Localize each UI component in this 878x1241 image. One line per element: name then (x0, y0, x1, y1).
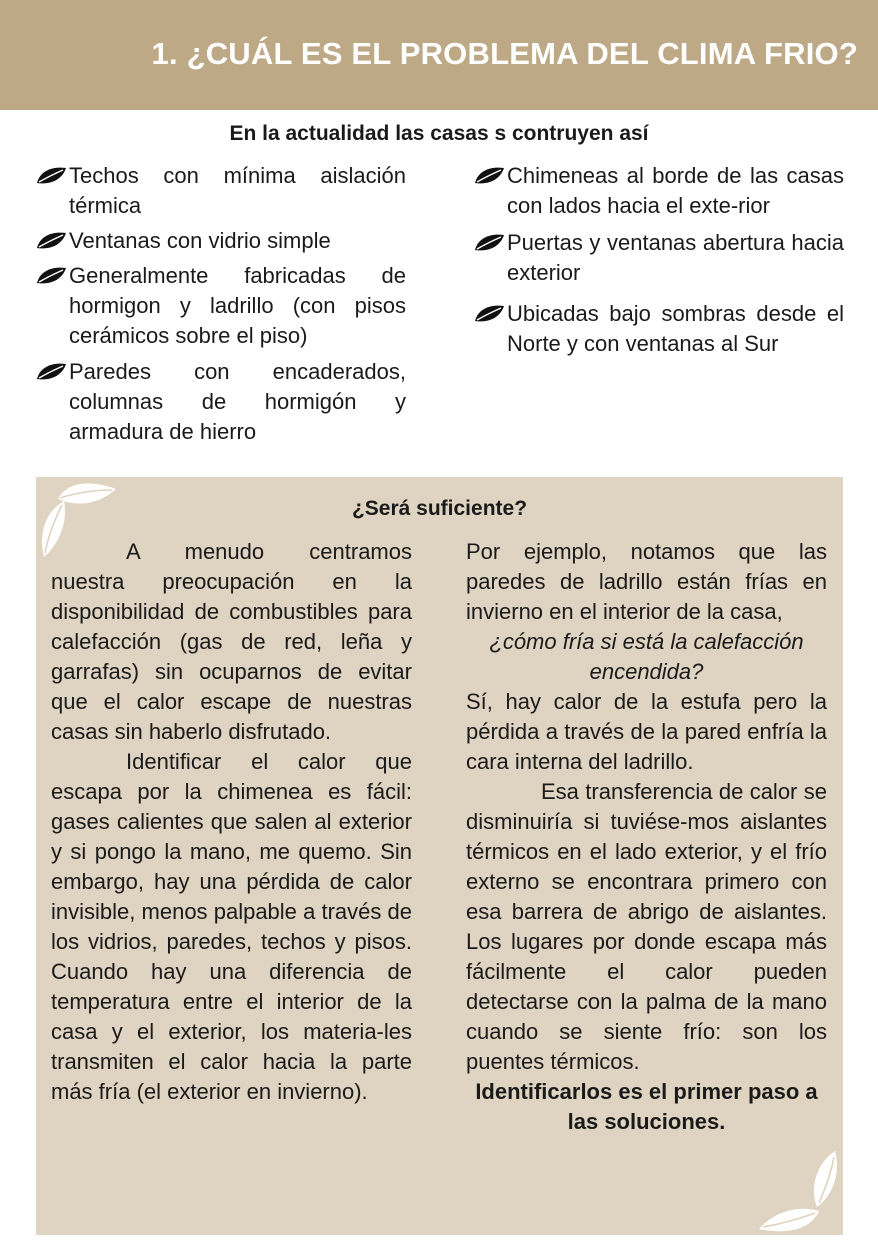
question-text: ¿cómo fría si está la calefacción encendida? (489, 629, 804, 684)
section-subtitle: En la actualidad las casas s contruyen así (229, 122, 649, 145)
box-column-right (466, 537, 827, 1137)
list-item (36, 161, 406, 221)
left-bullet-list (36, 161, 406, 452)
page-title: 1. ¿CUÁL ES EL PROBLEMA DEL CLIMA FRIO? (151, 36, 858, 71)
list-item (36, 226, 406, 256)
list-item-text: Paredes con encaderados, columnas de hormigón y armadura de hierro (69, 359, 406, 444)
header-banner (0, 0, 878, 110)
leaf-icon (474, 233, 505, 253)
list-item (474, 299, 844, 359)
leaf-icon (36, 166, 67, 186)
list-item (474, 228, 844, 288)
paragraph: Sí, hay calor de la estufa pero la pérdida a través de la pared enfría la cara interna del ladrillo. (466, 689, 827, 774)
list-item-text: Ubicadas bajo sombras desde el Norte y con ventanas al Sur (507, 301, 844, 356)
list-item-text: Puertas y ventanas abertura hacia exterior (507, 230, 844, 285)
box-title: ¿Será suficiente? (351, 497, 528, 520)
list-item (474, 161, 844, 221)
list-item-text: Techos con mínima aislación térmica (69, 163, 406, 218)
leaf-icon (474, 166, 505, 186)
paragraph: A menudo centramos nuestra preocupación en la disponibilidad de combustibles para calefacción (gas de red, leña y garrafas) sin ocuparnos de evitar que el calor escape de nuestras casas sin haberlo disfrutado. (51, 539, 412, 744)
list-item (36, 357, 406, 447)
list-item-text: Ventanas con vidrio simple (69, 228, 331, 253)
box-column-left (51, 537, 412, 1107)
info-box (36, 477, 843, 1235)
right-bullet-list (474, 161, 844, 365)
list-item-text: Chimeneas al borde de las casas con lados hacia el exte-rior (507, 163, 844, 218)
list-item-text: Generalmente fabricadas de hormigon y ladrillo (con pisos cerámicos sobre el piso) (69, 263, 406, 348)
paragraph: Por ejemplo, notamos que las paredes de ladrillo están frías en invierno en el interior de la casa, (466, 539, 827, 624)
paragraph: Esa transferencia de calor se disminuiría si tuviése-mos aislantes térmicos en el lado exterior, y el frío externo se encontrara primero con esa barrera de abrigo de aislantes. Los lugares por donde escapa más fácilmente el calor pueden detectarse con la palma de la mano cuando se siente frío: son los puentes térmicos. (466, 779, 827, 1074)
leaves-decoration-icon (753, 1149, 843, 1235)
leaf-icon (474, 304, 505, 324)
paragraph: Identificar el calor que escapa por la chimenea es fácil: gases calientes que salen al exterior y si pongo la mano, me quemo. Sin embargo, hay una pérdida de calor invisible, menos palpable a través de los vidrios, paredes, techos y pisos. Cuando hay una diferencia de temperatura entre el interior de la casa y el exterior, los materia-les transmiten el calor hacia la parte más fría (el exterior en invierno). (51, 749, 412, 1104)
leaf-icon (36, 362, 67, 382)
conclusion-text: Identificarlos es el primer paso a las soluciones. (475, 1079, 818, 1134)
leaf-icon (36, 231, 67, 251)
leaf-icon (36, 266, 67, 286)
list-item (36, 261, 406, 351)
